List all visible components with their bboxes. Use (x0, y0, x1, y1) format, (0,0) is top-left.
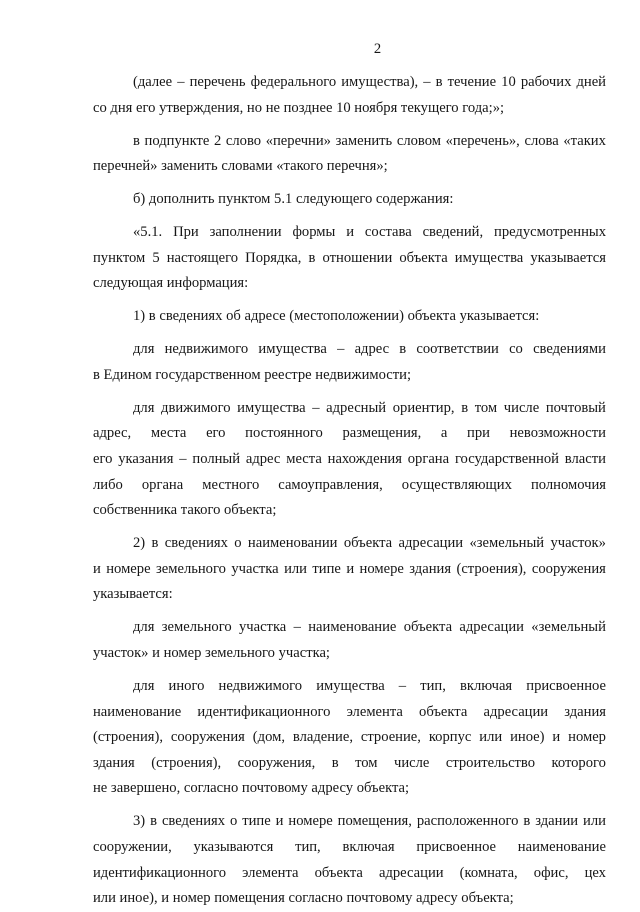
text-line: либо органа местного самоуправления, осуществляющих полномочия (93, 476, 606, 493)
paragraph (93, 531, 606, 608)
paragraph (93, 129, 606, 180)
text-line: 1) в сведениях об адресе (местоположении) объекта указывается: (133, 308, 540, 325)
text-line: собственника такого объекта; (93, 502, 277, 519)
text-line: указывается: (93, 586, 173, 603)
text-line: адрес, места его постоянного размещения, а при невозможности (93, 425, 606, 442)
text-line: 3) в сведениях о типе и номере помещения, расположенного в здании или (133, 813, 606, 830)
paragraph (93, 615, 606, 666)
text-line: 2) в сведениях о наименовании объекта адресации «земельный участок» (133, 535, 606, 552)
text-line: участок» и номер земельного участка; (93, 645, 330, 661)
text-line: (строения), сооружения (дом, владение, строение, корпус или иное) и номер (93, 729, 606, 746)
document-body (93, 70, 606, 912)
text-line: для земельного участка – наименование объекта адресации «земельный (133, 619, 606, 636)
paragraph (93, 187, 606, 213)
paragraph (93, 674, 606, 802)
text-line: наименование идентификационного элемента объекта адресации здания (93, 703, 606, 720)
paragraph (93, 809, 606, 911)
text-line: и номере земельного участка или типе и номере здания (строения), сооружения (93, 560, 606, 577)
text-line: или иное), и номер помещения согласно почтовому адресу объекта; (93, 890, 514, 907)
paragraph (93, 337, 606, 388)
text-line: не завершено, согласно почтовому адресу объекта; (93, 780, 410, 797)
text-line: перечней» заменить словами «такого перечня»; (93, 158, 388, 175)
text-line: для недвижимого имущества – адрес в соответствии со сведениями (133, 341, 606, 358)
paragraph (93, 396, 606, 524)
text-line: пунктом 5 настоящего Порядка, в отношении объекта имущества указывается (93, 249, 606, 266)
text-line: со дня его утверждения, но не позднее 10 ноября текущего года;»; (93, 99, 505, 116)
text-line: в Едином государственном реестре недвижимости; (93, 366, 412, 383)
text-line: б) дополнить пунктом 5.1 следующего содержания: (133, 191, 454, 208)
text-line: следующая информация: (93, 275, 249, 292)
page-number: 2 (373, 41, 382, 57)
text-line: для движимого имущества – адресный ориентир, в том числе почтовый (133, 399, 606, 416)
text-line: в подпункте 2 слово «перечни» заменить словом «перечень», слова «таких (133, 132, 606, 149)
paragraph (93, 70, 606, 121)
text-line: идентификационного элемента объекта адресации (комната, офис, цех (93, 864, 606, 881)
text-line: здания (строения), сооружения, в том числе строительство которого (93, 754, 606, 771)
text-line: для иного недвижимого имущества – тип, включая присвоенное (133, 677, 606, 694)
text-line: сооружении, указываются тип, включая присвоенное наименование (93, 838, 606, 855)
text-line: «5.1. При заполнении формы и состава сведений, предусмотренных (133, 224, 606, 241)
text-line: (далее – перечень федерального имущества), – в течение 10 рабочих дней (133, 74, 606, 90)
text-line: его указания – полный адрес места нахождения органа государственной власти (93, 451, 606, 468)
paragraph (93, 220, 606, 297)
paragraph (93, 304, 606, 330)
